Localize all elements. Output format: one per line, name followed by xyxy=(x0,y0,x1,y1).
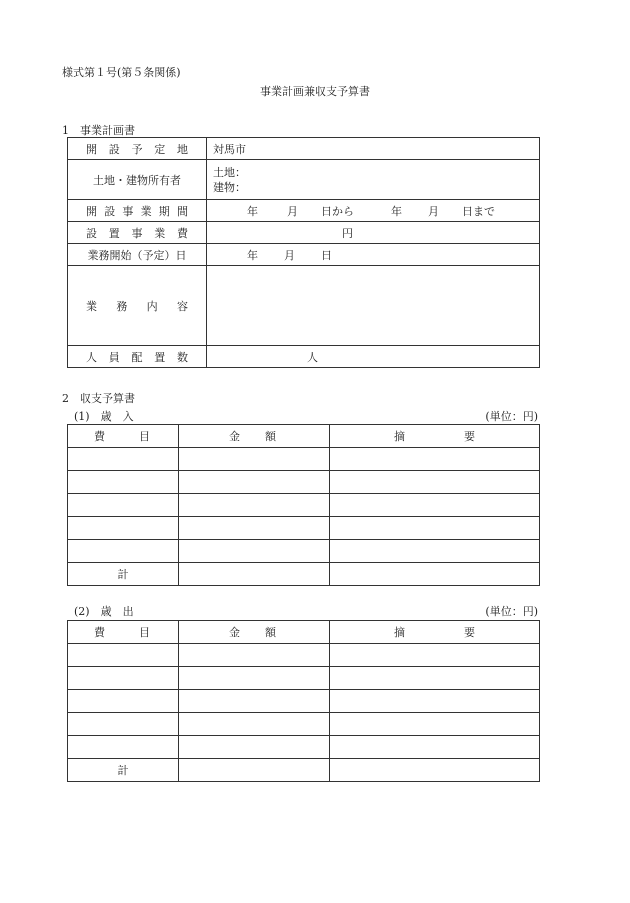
site-value[interactable]: 対馬市 xyxy=(207,138,540,160)
expense-total-amount[interactable] xyxy=(179,759,330,782)
row-content xyxy=(68,266,540,346)
owner-land: 土地： xyxy=(213,165,246,179)
table-row xyxy=(68,517,540,540)
income-subheading: (1) 歳 入 xyxy=(74,410,134,423)
table-row xyxy=(68,736,540,759)
income-total-row xyxy=(68,563,540,586)
start-label: 業務開始（予定）日 xyxy=(68,244,207,266)
table-row xyxy=(68,448,540,471)
expense-total-summary[interactable] xyxy=(330,759,540,782)
cost-value[interactable] xyxy=(207,222,540,244)
content-value[interactable] xyxy=(207,266,540,346)
period-month-1: 月 xyxy=(287,204,298,218)
expense-subheading: (2) 歳 出 xyxy=(74,605,134,618)
col-summary-header: 摘 要 xyxy=(330,621,540,644)
staff-value[interactable] xyxy=(207,346,540,368)
income-header-row xyxy=(68,425,540,448)
start-day: 日 xyxy=(321,248,332,262)
row-period xyxy=(68,200,540,222)
period-label: 開 設 事 業 期 間 xyxy=(68,200,207,222)
period-value[interactable] xyxy=(207,200,540,222)
income-total-amount[interactable] xyxy=(179,563,330,586)
table-row xyxy=(68,690,540,713)
expense-total-row xyxy=(68,759,540,782)
expense-header-row xyxy=(68,621,540,644)
content-label: 業 務 内 容 xyxy=(68,266,207,346)
start-value[interactable] xyxy=(207,244,540,266)
row-cost xyxy=(68,222,540,244)
table-row xyxy=(68,540,540,563)
row-owner xyxy=(68,160,540,200)
owner-value[interactable] xyxy=(207,160,540,200)
site-label: 開 設 予 定 地 xyxy=(68,138,207,160)
income-unit: (単位：円) xyxy=(485,410,538,423)
period-day-1: 日から xyxy=(321,204,354,218)
table-row xyxy=(68,667,540,690)
cost-unit: 円 xyxy=(342,226,353,240)
col-amount-header: 金 額 xyxy=(179,621,330,644)
row-staff xyxy=(68,346,540,368)
owner-label: 土地・建物所有者 xyxy=(68,160,207,200)
row-site xyxy=(68,138,540,160)
owner-building: 建物： xyxy=(213,180,246,194)
col-summary-header: 摘 要 xyxy=(330,425,540,448)
income-total-label: 計 xyxy=(68,563,179,586)
staff-unit: 人 xyxy=(307,350,318,364)
income-table xyxy=(67,424,540,586)
cost-label: 設 置 事 業 費 xyxy=(68,222,207,244)
start-month: 月 xyxy=(284,248,295,262)
col-item-header: 費 目 xyxy=(68,425,179,448)
section-2-heading: 2 収支予算書 xyxy=(62,392,135,405)
table-row xyxy=(68,713,540,736)
row-start xyxy=(68,244,540,266)
table-row xyxy=(68,494,540,517)
document-title: 事業計画兼収支予算書 xyxy=(260,85,370,98)
period-year-2: 年 xyxy=(391,204,402,218)
expense-table xyxy=(67,620,540,782)
income-total-summary[interactable] xyxy=(330,563,540,586)
expense-total-label: 計 xyxy=(68,759,179,782)
period-day-2: 日まで xyxy=(462,204,495,218)
staff-label: 人 員 配 置 数 xyxy=(68,346,207,368)
col-amount-header: 金 額 xyxy=(179,425,330,448)
table-row xyxy=(68,644,540,667)
start-year: 年 xyxy=(247,248,258,262)
period-month-2: 月 xyxy=(428,204,439,218)
form-number: 様式第１号(第５条関係) xyxy=(62,66,181,79)
section-1-heading: 1 事業計画書 xyxy=(62,124,135,137)
period-year-1: 年 xyxy=(247,204,258,218)
col-item-header: 費 目 xyxy=(68,621,179,644)
table-row xyxy=(68,471,540,494)
expense-unit: (単位：円) xyxy=(485,605,538,618)
business-plan-table xyxy=(67,137,540,368)
